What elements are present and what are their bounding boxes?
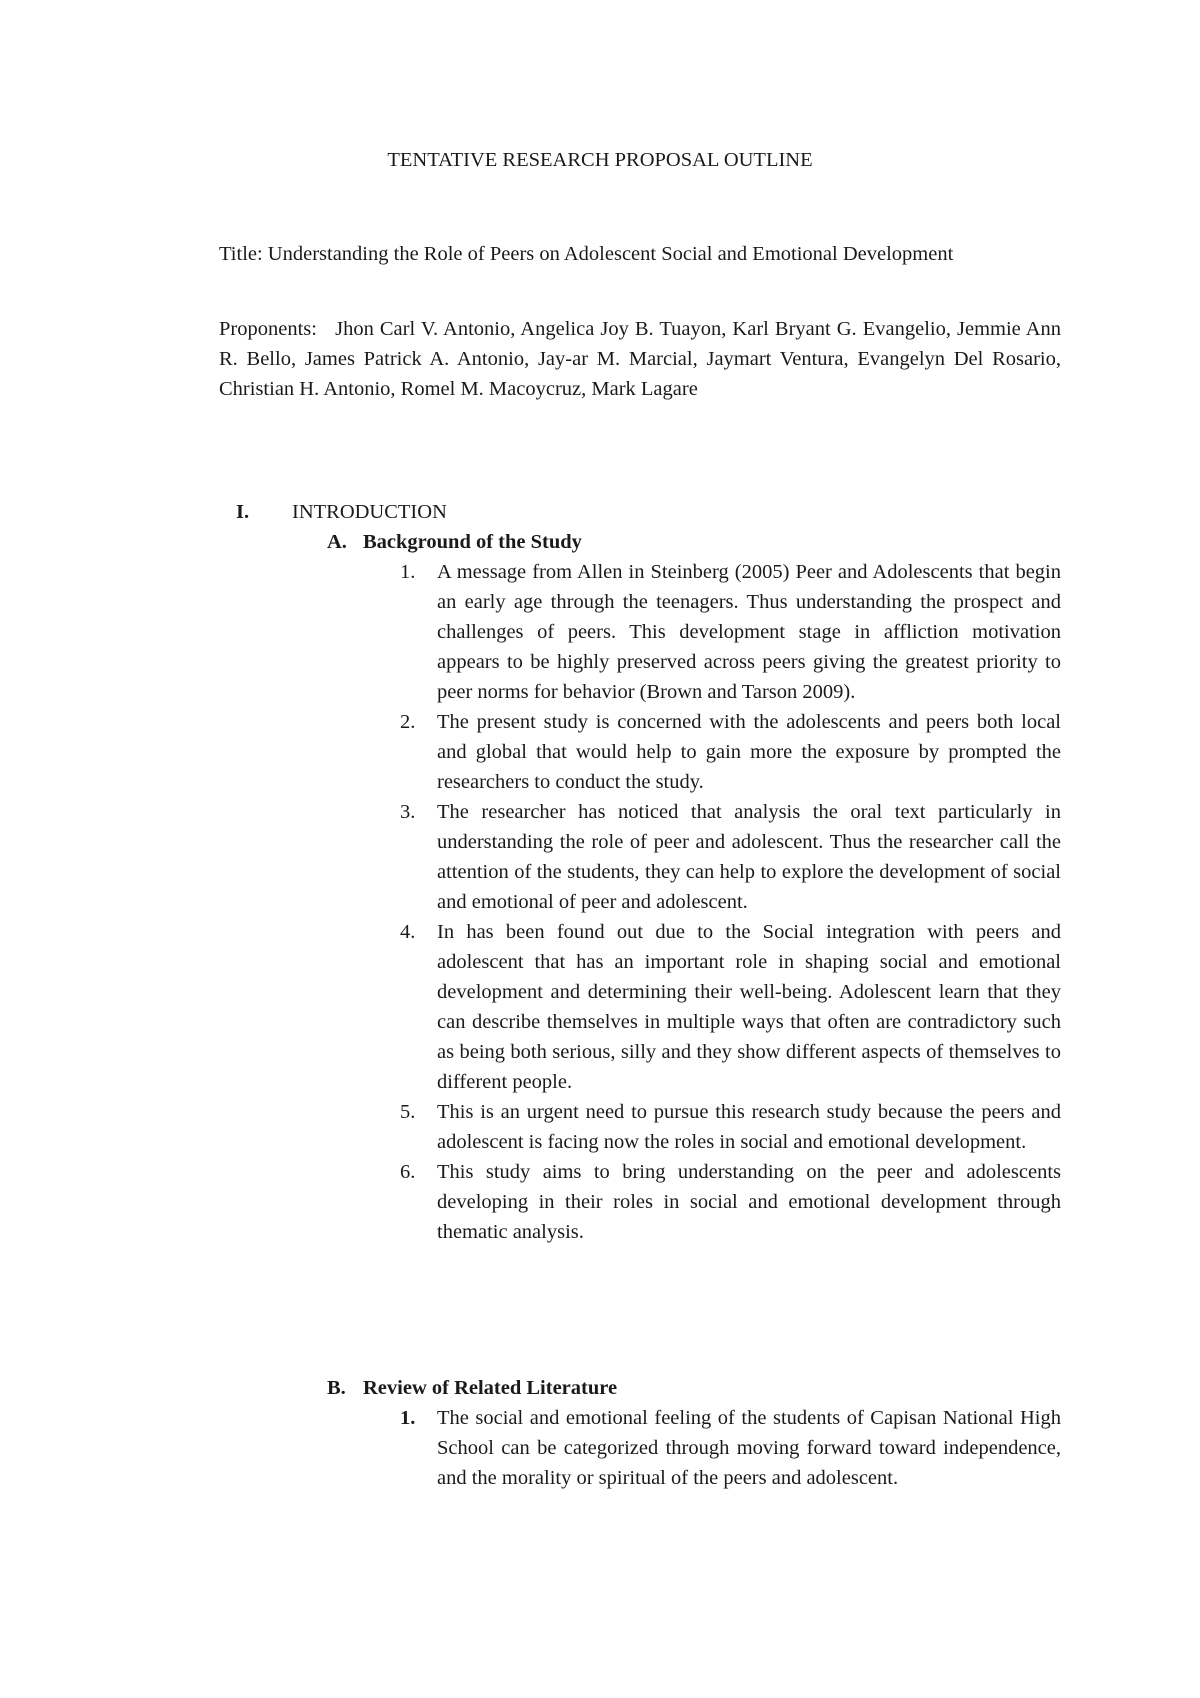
section-title: INTRODUCTION xyxy=(292,501,447,523)
review-list xyxy=(400,1403,1061,1493)
subsection-title: Background of the Study xyxy=(363,531,582,553)
item-text: This study aims to bring understanding on the peer and adolescents developing in their roles in social and emotional development through thematic analysis. xyxy=(437,1161,1061,1243)
item-text: The social and emotional feeling of the students of Capisan National High School can be categorized through moving forward toward independence, and the morality or spiritual of the peers and adolescent. xyxy=(437,1407,1061,1489)
list-item xyxy=(400,1097,1061,1157)
item-number: 4. xyxy=(400,921,416,943)
list-item xyxy=(400,1157,1061,1247)
list-item xyxy=(400,797,1061,917)
document-heading: TENTATIVE RESEARCH PROPOSAL OUTLINE xyxy=(387,149,813,171)
item-text: The present study is concerned with the adolescents and peers both local and global that would help to gain more the exposure by prompted the researchers to conduct the study. xyxy=(437,711,1061,793)
list-item xyxy=(400,917,1061,1097)
item-number: 1. xyxy=(400,561,416,583)
item-number: 5. xyxy=(400,1101,416,1123)
list-item xyxy=(400,557,1061,707)
proposal-title: Title: Understanding the Role of Peers on Adolescent Social and Emotional Development xyxy=(219,243,954,265)
item-text: A message from Allen in Steinberg (2005) Peer and Adolescents that begin an early age through the teenagers. Thus understanding the prospect and challenges of peers. This development stage in affliction motivation appears to be highly preserved across peers giving the greatest priority to peer norms for behavior (Brown and Tarson 2009). xyxy=(437,561,1061,703)
proponents-list: Proponents: Jhon Carl V. Antonio, Angelica Joy B. Tuayon, Karl Bryant G. Evangelio, Jemmie Ann R. Bello, James Patrick A. Antonio, Jay-ar M. Marcial, Jaymart Ventura, Evangelyn Del Rosario, Christian H. Antonio, Romel M. Macoycruz, Mark Lagare xyxy=(219,318,1061,400)
subsection-letter: B. xyxy=(327,1377,346,1399)
background-list xyxy=(400,557,1061,1247)
item-text: In has been found out due to the Social integration with peers and adolescent that has an important role in shaping social and emotional development and determining their well-being. Adolescent learn that they can describe themselves in multiple ways that often are contradictory such as being both serious, silly and they show different aspects of themselves to different people. xyxy=(437,921,1061,1093)
subsection-title: Review of Related Literature xyxy=(363,1377,618,1399)
item-text: This is an urgent need to pursue this research study because the peers and adolescent is facing now the roles in social and emotional development. xyxy=(437,1101,1061,1153)
subsection-letter: A. xyxy=(327,531,347,553)
section-number: I. xyxy=(236,501,250,523)
item-number: 2. xyxy=(400,711,416,733)
item-text: The researcher has noticed that analysis the oral text particularly in understanding the role of peer and adolescent. Thus the researcher call the attention of the students, they can help to explore the development of social and emotional of peer and adolescent. xyxy=(437,801,1061,913)
list-item xyxy=(400,1403,1061,1493)
item-number: 1. xyxy=(400,1407,416,1429)
item-number: 6. xyxy=(400,1161,416,1183)
list-item xyxy=(400,707,1061,797)
item-number: 3. xyxy=(400,801,416,823)
